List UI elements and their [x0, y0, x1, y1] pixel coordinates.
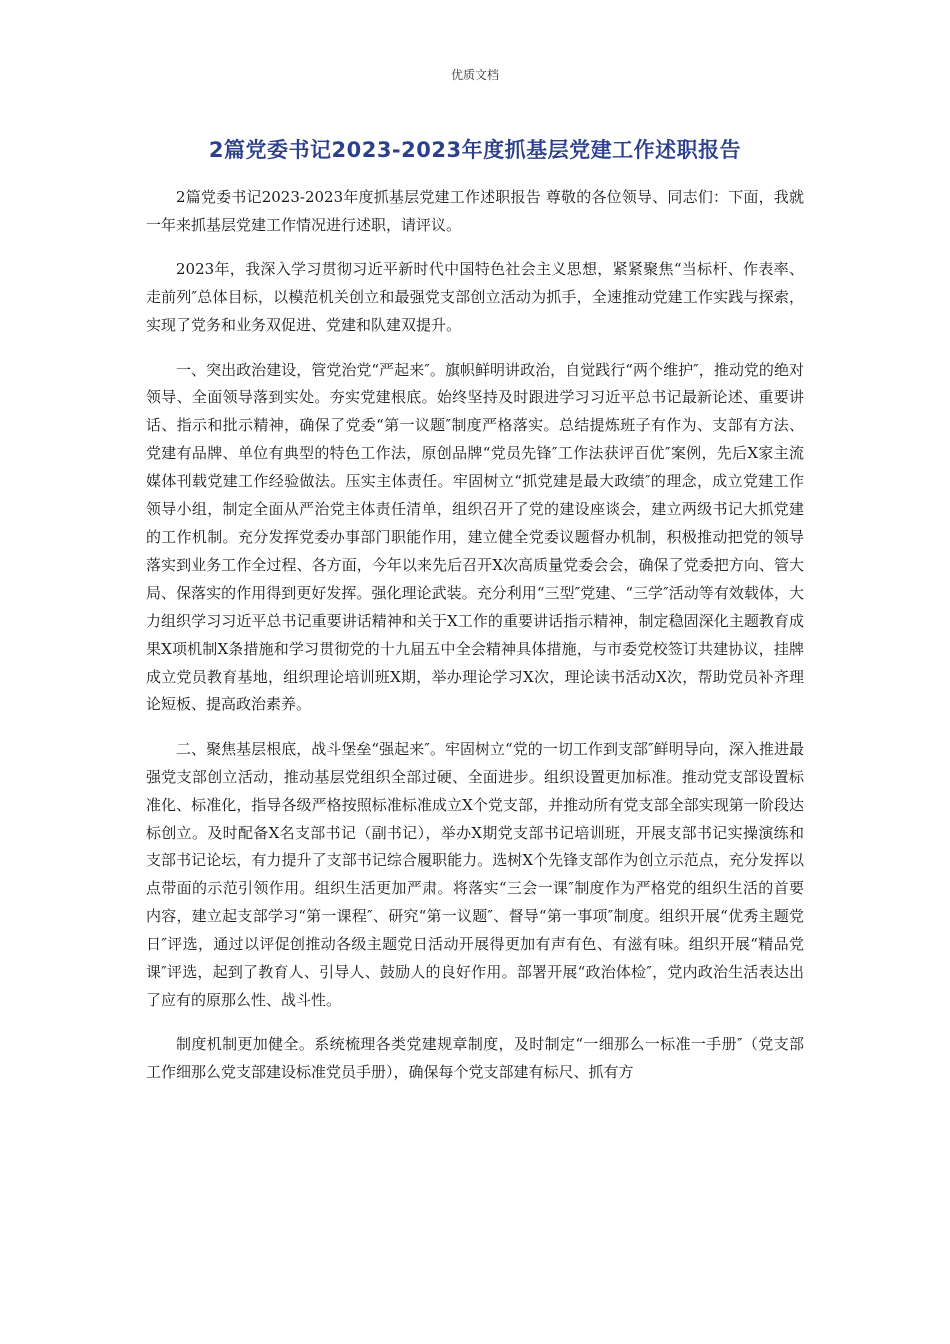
page-header: 优质文档 [450, 68, 499, 82]
paragraph-mechanism: 制度机制更加健全。系统梳理各类党建规章制度，及时制定“一细那么一标准一手册″（党支部工作细那么党支部建设标准党员手册），确保每个党支部建有标尺、抓有方 [146, 1035, 804, 1082]
document-title: 2篇党委书记2023-2023年度抓基层党建工作述职报告 [208, 138, 742, 162]
document-body [146, 184, 804, 1104]
paragraph-section-1: 一、突出政治建设，管党治党“严起来″。旗帜鲜明讲政治，自觉践行“两个维护″，推动党的绝对领导、全面领导落到实处。夯实党建根底。始终坚持及时跟进学习习近平总书记最新论述、重要讲话、指示和批示精神，确保了党委“第一议题″制度严格落实。总结提炼班子有作为、支部有方法、党建有品牌、单位有典型的特色工作法，原创品牌“党员先锋″工作法获评百优″案例，先后X家主流媒体刊载党建工作经验做法。压实主体责任。牢固树立“抓党建是最大政绩″的理念，成立党建工作领导小组，制定全面从严治党主体责任清单，组织召开了党的建设座谈会，建立两级书记大抓党建的工作机制。充分发挥党委办事部门职能作用，建立健全党委议题督办机制，积极推动把党的领导落实到业务工作全过程、各方面，今年以来先后召开X次高质量党委会会，确保了党委把方向、管大局、保落实的作用得到更好发挥。强化理论武装。充分利用“三型″党建、“三学″活动等有效载体，大力组织学习习近平总书记重要讲话精神和关于X工作的重要讲话指示精神，制定稳固深化主题教育成果X项机制X条措施和学习贯彻党的十九届五中全会精神具体措施，与市委党校签订共建协议，挂牌成立党员教育基地，组织理论培训班X期，举办理论学习X次，理论读书活动X次，帮助党员补齐理论短板、提高政治素养。 [146, 360, 804, 714]
paragraph-section-2: 二、聚焦基层根底，战斗堡垒“强起来″。牢固树立“党的一切工作到支部″鲜明导向，深入推进最强党支部创立活动，推动基层党组织全部过硬、全面进步。组织设置更加标准。推动党支部设置标准化、标准化，指导各级严格按照标准标准成立X个党支部，并推动所有党支部全部实现第一阶段达标创立。及时配备X名支部书记（副书记），举办X期党支部书记培训班，开展支部书记实操演练和支部书记论坛，有力提升了支部书记综合履职能力。选树X个先锋支部作为创立示范点，充分发挥以点带面的示范引领作用。组织生活更加严肃。将落实“三会一课″制度作为严格党的组织生活的首要内容，建立起支部学习“第一课程″、研究“第一议题″、督导“第一事项″制度。组织开展“优秀主题党日″评选，通过以评促创推动各级主题党日活动开展得更加有声有色、有滋有味。组织开展“精品党课″评选，起到了教育人、引导人、鼓励人的良好作用。部署开展“政治体检″，党内政治生活表达出了应有的原那么性、战斗性。 [146, 739, 804, 1009]
paragraph-overview: 2023年，我深入学习贯彻习近平新时代中国特色社会主义思想，紧紧聚焦“当标杆、作表率、走前列″总体目标，以模范机关创立和最强党支部创立活动为抓手，全速推动党建工作实践与探索，实现了党务和业务双促进、党建和队建双提升。 [146, 260, 804, 335]
paragraph-intro: 2篇党委书记2023-2023年度抓基层党建工作述职报告 尊敬的各位领导、同志们：下面，我就一年来抓基层党建工作情况进行述职，请评议。 [146, 188, 804, 234]
